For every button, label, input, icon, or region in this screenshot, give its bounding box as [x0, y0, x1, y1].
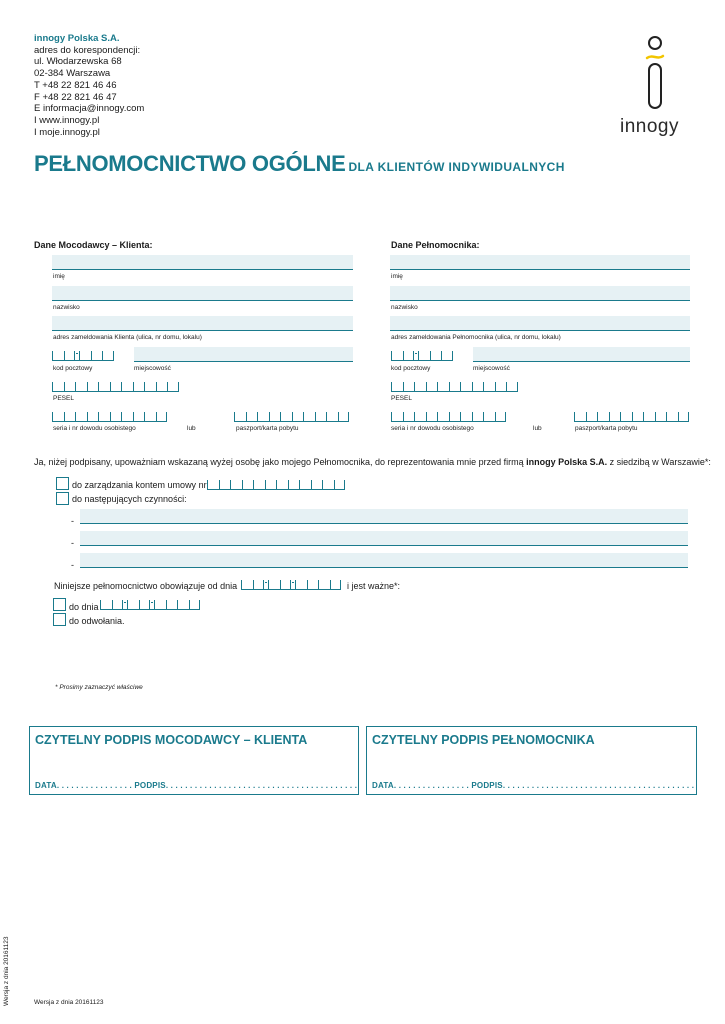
actions-checkbox[interactable] — [56, 492, 69, 505]
company-name: innogy Polska S.A. — [34, 33, 120, 44]
principal-last-name-label: nazwisko — [53, 304, 80, 311]
principal-city-label: miejscowość — [134, 365, 171, 372]
attorney-postcode-boxes[interactable] — [391, 351, 453, 361]
contact-line: E informacja@innogy.com — [34, 103, 145, 115]
action-line-1[interactable] — [80, 509, 688, 524]
attorney-postcode-label: kod pocztowy — [391, 365, 431, 372]
principal-heading: Dane Mocodawcy – Klienta: — [34, 240, 153, 250]
page-title — [34, 151, 565, 177]
attorney-pesel-label: PESEL — [391, 395, 412, 402]
contact-line: 02-384 Warszawa — [34, 68, 111, 80]
principal-address-field[interactable] — [52, 316, 353, 331]
revocation-checkbox[interactable] — [53, 613, 66, 626]
attorney-first-name-field[interactable] — [390, 255, 690, 270]
contact-line: I www.innogy.pl — [34, 114, 100, 126]
action-dash: - — [71, 516, 74, 526]
principal-or-label: lub — [187, 425, 196, 432]
principal-first-name-field[interactable] — [52, 255, 353, 270]
principal-address-label: adres zameldowania Klienta (ulica, nr domu, lokalu) — [53, 334, 202, 341]
attorney-city-label: miejscowość — [473, 365, 510, 372]
principal-postcode-boxes[interactable] — [52, 351, 114, 361]
principal-first-name-label: imię — [53, 273, 65, 280]
principal-signature-line: DATA. . . . . . . . . . . . . . . . PODPIS. . . . . . . . . . . . . . . . . . . . . . . . . . . . . . . . . . . . . . . . — [35, 781, 358, 790]
contract-option-label: do zarządzania kontem umowy nr — [72, 480, 207, 490]
principal-pesel-boxes[interactable] — [52, 382, 179, 392]
footnote: * Prosimy zaznaczyć właściwe — [55, 684, 143, 691]
until-date-checkbox[interactable] — [53, 598, 66, 611]
contact-block — [34, 33, 144, 138]
title-sub: DLA KLIENTÓW INDYWIDUALNYCH — [348, 160, 565, 174]
attorney-pesel-boxes[interactable] — [391, 382, 518, 392]
contract-number-boxes[interactable] — [207, 480, 345, 490]
version-vertical: Wersja z dnia 20161123 — [3, 936, 10, 1006]
attorney-or-label: lub — [533, 425, 542, 432]
attorney-signature-box[interactable] — [366, 726, 697, 795]
attorney-id-label: seria i nr dowodu osobistego — [391, 425, 474, 432]
attorney-last-name-label: nazwisko — [391, 304, 418, 311]
attorney-last-name-field[interactable] — [390, 286, 690, 301]
until-date-label: do dnia — [69, 602, 99, 612]
attorney-id-boxes[interactable] — [391, 412, 506, 422]
contact-line: F +48 22 821 46 47 — [34, 91, 117, 103]
revocation-label: do odwołania. — [69, 616, 125, 626]
validity-valid-label: i jest ważne*: — [347, 581, 401, 591]
contact-line: adres do korespondencji: — [34, 44, 141, 56]
contact-line: I moje.innogy.pl — [34, 126, 100, 138]
validity-from-label: Niniejsze pełnomocnictwo obowiązuje od dnia — [54, 581, 238, 591]
contact-line: T +48 22 821 46 46 — [34, 79, 117, 91]
principal-last-name-field[interactable] — [52, 286, 353, 301]
principal-id-label: seria i nr dowodu osobistego — [53, 425, 136, 432]
principal-signature-title: CZYTELNY PODPIS MOCODAWCY – KLIENTA — [35, 733, 308, 747]
company-bold: innogy Polska S.A. — [526, 457, 608, 467]
principal-pesel-label: PESEL — [53, 395, 74, 402]
validity-from-date-boxes[interactable] — [241, 580, 341, 590]
logo-wordmark: innogy — [620, 116, 679, 137]
authorization-text: Ja, niżej podpisany, upoważniam wskazaną wyżej osobę jako mojego Pełnomocnika, do reprezentowania mnie przed firmą innogy Polska S.A. z siedzibą w Warszawie*: — [34, 457, 711, 467]
principal-passport-boxes[interactable] — [234, 412, 349, 422]
contract-checkbox[interactable] — [56, 477, 69, 490]
attorney-signature-line: DATA. . . . . . . . . . . . . . . . PODPIS. . . . . . . . . . . . . . . . . . . . . . . . . . . . . . . . . . . . . . . . — [372, 781, 695, 790]
principal-city-field[interactable] — [134, 347, 353, 362]
principal-signature-box[interactable] — [29, 726, 359, 795]
attorney-first-name-label: imię — [391, 273, 403, 280]
attorney-passport-label: paszport/karta pobytu — [575, 425, 638, 432]
action-dash: - — [71, 560, 74, 570]
action-line-2[interactable] — [80, 531, 688, 546]
version-footer: Wersja z dnia 20161123 — [34, 999, 104, 1006]
principal-postcode-label: kod pocztowy — [53, 365, 93, 372]
principal-id-boxes[interactable] — [52, 412, 167, 422]
action-dash: - — [71, 538, 74, 548]
attorney-signature-title: CZYTELNY PODPIS PEŁNOMOCNIKA — [372, 733, 595, 747]
until-date-boxes[interactable] — [100, 600, 200, 610]
contact-line: ul. Włodarzewska 68 — [34, 56, 122, 68]
principal-passport-label: paszport/karta pobytu — [236, 425, 299, 432]
action-line-3[interactable] — [80, 553, 688, 568]
attorney-heading: Dane Pełnomocnika: — [391, 240, 480, 250]
attorney-address-field[interactable] — [390, 316, 690, 331]
actions-option-label: do następujących czynności: — [72, 494, 187, 504]
attorney-passport-boxes[interactable] — [574, 412, 689, 422]
attorney-city-field[interactable] — [473, 347, 690, 362]
title-main: PEŁNOMOCNICTWO OGÓLNE — [34, 151, 346, 176]
attorney-address-label: adres zameldowania Pełnomocnika (ulica, nr domu, lokalu) — [391, 334, 561, 341]
